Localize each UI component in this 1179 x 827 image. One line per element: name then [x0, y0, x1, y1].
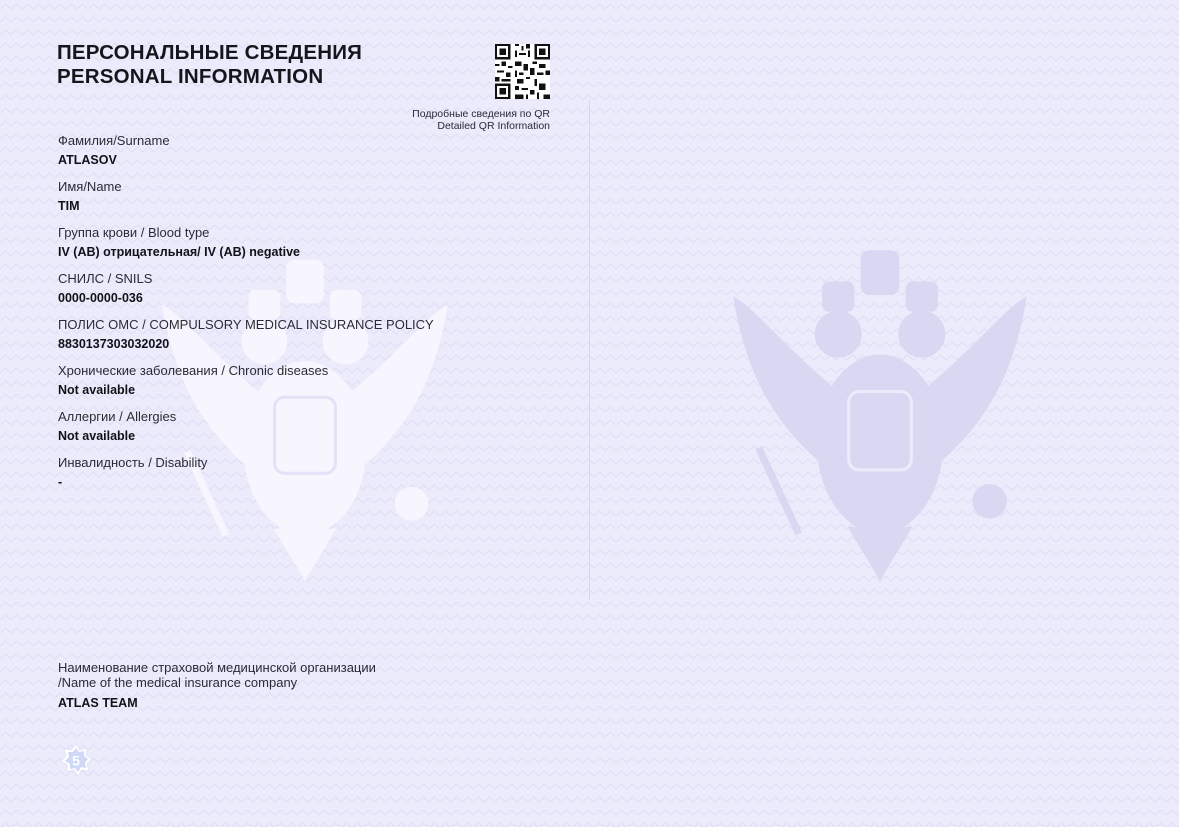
field-value: - [58, 475, 63, 489]
qr-code-icon[interactable] [495, 44, 550, 99]
field-value: Not available [58, 383, 136, 397]
field-label: Группа крови / Blood type [58, 225, 210, 240]
field-label: Аллергии / Allergies [58, 409, 177, 424]
insurer-label-ru: Наименование страховой медицинской организации [58, 660, 376, 675]
page-title [57, 41, 362, 89]
field-value: 0000-0000-036 [58, 291, 143, 305]
field-value: 8830137303032020 [58, 337, 170, 351]
field-label: Фамилия/Surname [58, 133, 170, 148]
field-name [58, 179, 558, 225]
field-value: TIM [58, 199, 80, 213]
title-ru: ПЕРСОНАЛЬНЫЕ СВЕДЕНИЯ [57, 41, 363, 64]
page-divider [589, 100, 590, 600]
page-number: 5 [72, 752, 80, 769]
personal-fields [58, 133, 558, 501]
field-label: СНИЛС / SNILS [58, 271, 153, 286]
field-label: Инвалидность / Disability [58, 455, 208, 470]
field-label: Хронические заболевания / Chronic diseases [58, 363, 329, 378]
field-value: Not available [58, 429, 136, 443]
field-surname [58, 133, 558, 179]
field-chronic-diseases [58, 363, 558, 409]
qr-caption-ru: Подробные сведения по QR [412, 108, 550, 120]
field-label: Имя/Name [58, 179, 122, 194]
field-blood-type [58, 225, 558, 271]
field-insurance-policy [58, 317, 558, 363]
field-label: ПОЛИС ОМС / COMPULSORY MEDICAL INSURANCE POLICY [58, 317, 434, 332]
insurer-value: ATLAS TEAM [58, 696, 138, 710]
qr-caption-en: Detailed QR Information [437, 120, 550, 132]
qr-caption [412, 108, 550, 132]
field-snils [58, 271, 558, 317]
field-allergies [58, 409, 558, 455]
page-number-badge [59, 743, 93, 777]
field-disability [58, 455, 558, 501]
coat-of-arms-icon [715, 235, 1045, 590]
insurer-label-en: /Name of the medical insurance company [58, 675, 298, 690]
field-value: ATLASOV [58, 153, 117, 167]
title-en: PERSONAL INFORMATION [57, 65, 324, 88]
field-value: IV (AB) отрицательная/ IV (AB) negative [58, 245, 300, 259]
insurer-block [58, 660, 376, 712]
